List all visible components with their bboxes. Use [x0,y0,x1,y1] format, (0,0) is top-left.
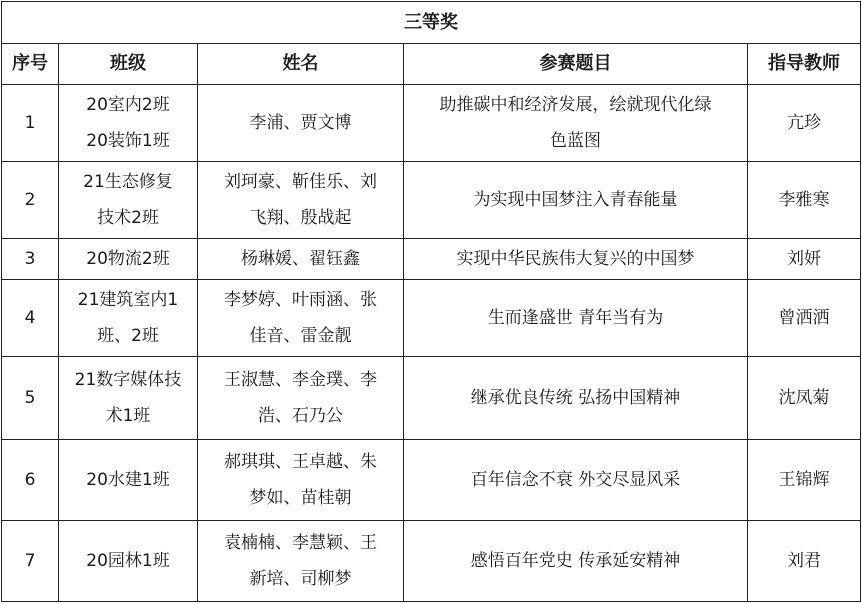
class-cell [59,162,198,239]
names-cell-line: 王淑慧、李金璞、李 [224,370,377,390]
names-cell-line: 李梦婷、叶雨涵、张 [224,290,377,310]
table-row [2,85,861,162]
topic-cell [404,521,748,602]
class-cell-line: 21数字媒体技 [74,370,182,390]
topic-cell-line: 百年信念不衰 外交尽显风采 [470,470,681,490]
topic-cell [404,280,748,357]
header-class: 班级 [59,44,198,85]
class-cell-line: 21生态修复 [83,172,173,192]
class-cell-line: 技术2班 [97,208,159,228]
class-cell [59,521,198,602]
topic-cell-line: 生而逢盛世 青年当有为 [487,308,664,328]
names-cell-line: 佳音、雷金靓 [249,326,352,346]
table-row [2,162,861,239]
topic-cell-line: 为实现中国梦注入青春能量 [473,190,678,210]
title-row [2,2,861,44]
names-cell-line: 浩、石乃公 [258,406,343,426]
teacher-cell: 亢珍 [748,85,861,162]
header-topic: 参赛题目 [404,44,748,85]
row-number: 4 [2,280,59,357]
award-table [1,1,861,602]
table-row [2,440,861,521]
row-number: 6 [2,440,59,521]
teacher-cell: 李雅寒 [748,162,861,239]
topic-cell [404,239,748,280]
names-cell-line: 飞翔、殷战起 [249,208,352,228]
topic-cell [404,162,748,239]
teacher-cell: 曾洒洒 [748,280,861,357]
teacher-cell: 沈凤菊 [748,357,861,440]
class-cell [59,440,198,521]
names-cell [198,280,404,357]
names-cell-line: 刘珂豪、靳佳乐、刘 [224,172,377,192]
topic-cell-line: 感悟百年党史 传承延安精神 [470,551,681,571]
topic-cell [404,440,748,521]
topic-cell-line: 实现中华民族伟大复兴的中国梦 [456,249,695,269]
names-cell [198,162,404,239]
table-title: 三等奖 [2,2,861,44]
header-no: 序号 [2,44,59,85]
class-cell [59,280,198,357]
names-cell [198,85,404,162]
topic-cell [404,357,748,440]
class-cell-line: 20水建1班 [86,470,170,490]
row-number: 3 [2,239,59,280]
class-cell-line: 21建筑室内1 [77,290,179,310]
class-cell [59,239,198,280]
names-cell-line: 梦如、苗桂朝 [249,488,352,508]
teacher-cell: 刘君 [748,521,861,602]
class-cell-line: 术1班 [105,406,151,426]
names-cell-line: 李浦、贾文博 [249,113,352,133]
names-cell [198,239,404,280]
topic-cell-line: 助推碳中和经济发展，绘就现代化绿 [439,95,712,115]
table-row [2,357,861,440]
class-cell-line: 20物流2班 [86,249,170,269]
names-cell-line: 袁楠楠、李慧颖、王 [224,533,377,553]
table-body [2,85,861,602]
names-cell-line: 新培、司柳梦 [249,569,352,589]
class-cell-line: 班、2班 [97,326,159,346]
header-teacher: 指导教师 [748,44,861,85]
class-cell-line: 20园林1班 [86,551,170,571]
header-names: 姓名 [198,44,404,85]
teacher-cell: 刘妍 [748,239,861,280]
row-number: 2 [2,162,59,239]
table-row [2,521,861,602]
names-cell [198,521,404,602]
table-row [2,280,861,357]
row-number: 1 [2,85,59,162]
topic-cell-line: 色蓝图 [550,131,601,151]
header-row [2,44,861,85]
row-number: 7 [2,521,59,602]
names-cell [198,440,404,521]
names-cell [198,357,404,440]
topic-cell [404,85,748,162]
class-cell-line: 20装饰1班 [86,131,170,151]
class-cell [59,85,198,162]
class-cell [59,357,198,440]
topic-cell-line: 继承优良传统 弘扬中国精神 [470,388,681,408]
class-cell-line: 20室内2班 [86,95,170,115]
teacher-cell: 王锦辉 [748,440,861,521]
names-cell-line: 郝琪琪、王卓越、朱 [224,452,377,472]
table-row [2,239,861,280]
names-cell-line: 杨琳媛、翟钰鑫 [241,249,360,269]
row-number: 5 [2,357,59,440]
